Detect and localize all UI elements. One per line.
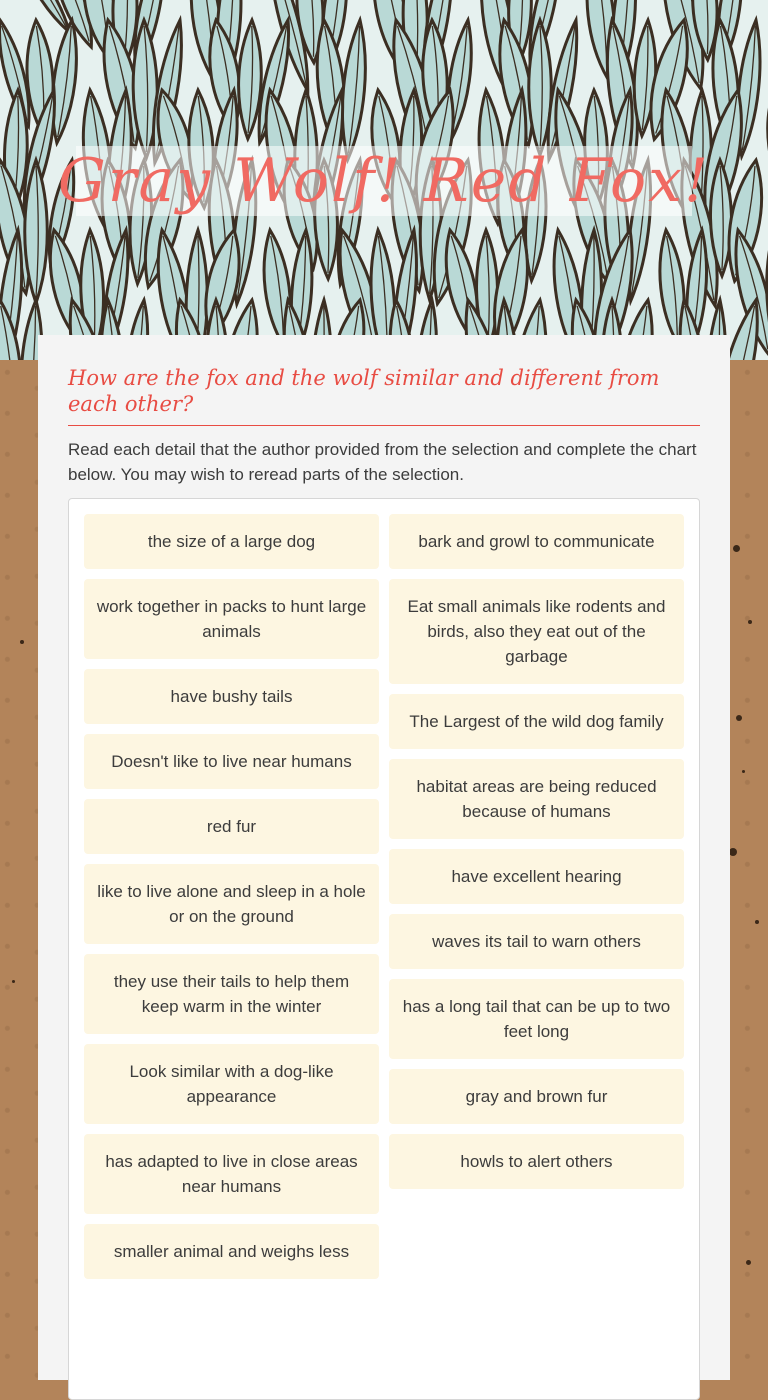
instructions-text: Read each detail that the author provided from the selection and complete the chart below. You may wish to reread parts of the selection. [68, 440, 697, 484]
draggable-chip[interactable]: gray and brown fur [389, 1069, 684, 1124]
draggable-chip[interactable]: like to live alone and sleep in a hole or on the ground [84, 864, 379, 944]
draggable-chip[interactable]: the size of a large dog [84, 514, 379, 569]
draggable-chip[interactable]: waves its tail to warn others [389, 914, 684, 969]
draggable-chip[interactable]: The Largest of the wild dog family [389, 694, 684, 749]
question-heading: How are the fox and the wolf similar and different from each other? [68, 365, 700, 426]
draggable-chip[interactable]: have bushy tails [84, 669, 379, 724]
draggable-chip[interactable]: has adapted to live in close areas near humans [84, 1134, 379, 1214]
draggable-chip[interactable]: howls to alert others [389, 1134, 684, 1189]
draggable-chip[interactable]: Eat small animals like rodents and birds, also they eat out of the garbage [389, 579, 684, 684]
sorting-board [68, 498, 700, 1400]
draggable-chip[interactable]: Doesn't like to live near humans [84, 734, 379, 789]
draggable-chip[interactable]: have excellent hearing [389, 849, 684, 904]
draggable-chip[interactable]: red fur [84, 799, 379, 854]
draggable-chip[interactable]: smaller animal and weighs less [84, 1224, 379, 1279]
chip-column-left [84, 514, 379, 1289]
title-band [57, 146, 711, 216]
chip-column-right [389, 514, 684, 1199]
draggable-chip[interactable]: habitat areas are being reduced because of humans [389, 759, 684, 839]
draggable-chip[interactable]: they use their tails to help them keep warm in the winter [84, 954, 379, 1034]
draggable-chip[interactable]: work together in packs to hunt large animals [84, 579, 379, 659]
page-title: Gray Wolf! Red Fox! [57, 146, 711, 216]
draggable-chip[interactable]: Look similar with a dog-like appearance [84, 1044, 379, 1124]
worksheet-card [38, 335, 730, 1380]
draggable-chip[interactable]: has a long tail that can be up to two feet long [389, 979, 684, 1059]
header-banner [0, 0, 768, 360]
draggable-chip[interactable]: bark and growl to communicate [389, 514, 684, 569]
